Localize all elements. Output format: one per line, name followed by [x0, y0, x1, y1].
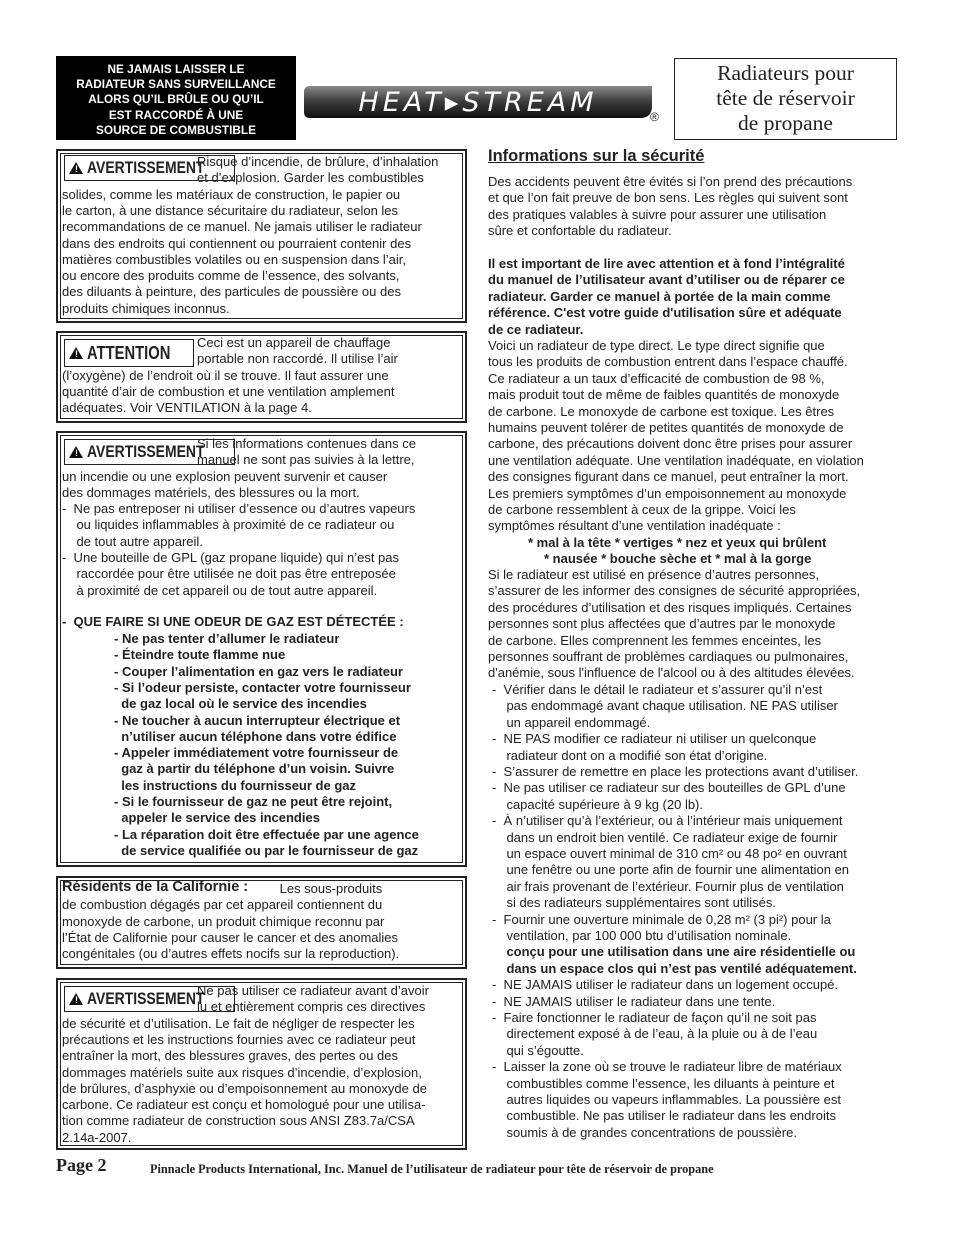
- text-line: Si les informations contenues dans ce: [197, 436, 416, 451]
- text-line: des pratiques valables à suivre pour assurer une utilisation: [488, 206, 827, 222]
- list-line: un appareil endommagé.: [492, 714, 651, 730]
- text-line: recommandations de ce manuel. Ne jamais utiliser le radiateur: [62, 219, 422, 235]
- text-line: adéquates. Voir VENTILATION à la page 4.: [62, 400, 312, 416]
- text-line: de combustion dégagés par cet appareil contiennent du: [62, 897, 383, 913]
- bullet-line: de tout autre appareil.: [62, 533, 203, 549]
- symptom-line: * mal à la tête * vertiges * nez et yeux qui brûlent: [528, 535, 827, 550]
- top-warning-line: NE JAMAIS LAISSER LE: [107, 62, 245, 76]
- top-warning-banner: [56, 56, 296, 140]
- text-line: tion comme radiateur de construction sous ANSI Z83.7a/CSA: [62, 1113, 415, 1129]
- gas-step-line: - La réparation doit être effectuée par une agence: [114, 826, 419, 842]
- top-warning-line: EST RACCORDÉ À UNE: [108, 107, 244, 122]
- bullet-line: - Une bouteille de GPL (gaz propane liquide) qui n’est pas: [62, 549, 400, 565]
- warning-box-fire: [56, 149, 467, 323]
- gas-step-line: - Éteindre toute flamme nue: [114, 647, 286, 663]
- list-line: - NE JAMAIS utiliser le radiateur dans un logement occupé.: [492, 977, 839, 993]
- text-line: Ce radiateur a un taux d’efficacité de combustion de 98 %,: [488, 370, 825, 386]
- text-line: tous les produits de combustion entrent dans l’espace chauffé.: [488, 354, 848, 370]
- text-line: référence. C'est votre guide d'utilisation sûre et adéquate: [488, 305, 842, 321]
- text-line: de carbone ressemblent à ceux de la grippe. Voici les: [488, 502, 796, 517]
- bullet-line: raccordée pour être utilisée ne doit pas être entreposée: [62, 566, 396, 582]
- badge-label: AVERTISSEMENT: [87, 441, 205, 461]
- text-line: matières combustibles volatiles ou en suspension dans l’air,: [62, 251, 406, 267]
- text-line: personnes sont plus affectées que d’autres par le monoxyde: [488, 616, 836, 632]
- text-line: 2.14a-2007.: [62, 1129, 132, 1145]
- page-number: Page 2: [56, 1155, 107, 1175]
- bullet-line: - Ne pas entreposer ni utiliser d’essence ou d’autres vapeurs: [62, 501, 416, 516]
- gas-step-line: - Couper l’alimentation en gaz vers le radiateur: [114, 663, 403, 679]
- list-line: dans un endroit bien ventilé. Ce radiateur exige de fournir: [492, 829, 838, 845]
- text-line: produits chimiques inconnus.: [62, 300, 230, 316]
- gas-step-line: gaz à partir du téléphone d’un voisin. Suivre: [114, 761, 395, 777]
- text-line: sûre et confortable du radiateur.: [488, 223, 672, 239]
- badge-label: ATTENTION: [87, 342, 171, 363]
- svg-text:HEAT▸STREAM: HEAT▸STREAM: [358, 87, 598, 118]
- list-line: - Ne pas utiliser ce radiateur sur des bouteilles de GPL d’une: [492, 780, 846, 796]
- text-line: des dommages matériels, des blessures ou la mort.: [62, 484, 360, 500]
- gas-step-line: les instructions du fournisseur de gaz: [114, 777, 356, 793]
- text-line: précautions et les instructions fournies avec ce radiateur peut: [62, 1031, 416, 1047]
- text-line: d'anémie, sous l'influence de l'alcool ou à des altitudes élevées.: [488, 665, 855, 681]
- text-line: et que l’on fait preuve de bon sens. Les règles qui suivent sont: [488, 190, 848, 206]
- text-line: entraîner la mort, des blessures graves, des pertes ou des: [62, 1048, 399, 1064]
- list-line: - Fournir une ouverture minimale de 0,28 m² (3 pi²) pour la: [492, 911, 831, 927]
- list-line: - Vérifier dans le détail le radiateur et s’assurer qu’il n’est: [492, 682, 823, 697]
- text-line: des procédures d’utilisation et des risques impliqués. Certaines: [488, 599, 852, 615]
- list-line: une fenêtre ou une porte afin de fournir une alimentation en: [492, 862, 850, 878]
- text-line: dommages matériels suite aux risques d’incendie, d’explosion,: [62, 1064, 422, 1080]
- badge-label: AVERTISSEMENT: [87, 157, 205, 177]
- text-line: solides, comme les matériaux de construction, le papier ou: [62, 186, 401, 202]
- title-line: tête de réservoir: [716, 86, 855, 110]
- text-line: personnes souffrant de problèmes cardiaques ou pulmonaires,: [488, 649, 849, 664]
- text-line: radiateur. Garder ce manuel à portée de la main comme: [488, 288, 831, 304]
- list-line: air frais provenant de l’extérieur. Fournir plus de ventilation: [492, 878, 844, 894]
- attention-badge: [64, 339, 194, 367]
- text-line: lu et entièrement compris ces directives: [197, 999, 426, 1015]
- text-line: ou encore des produits comme de l’essence, des solvants,: [62, 268, 400, 284]
- warning-box-gas-odor: [56, 431, 467, 867]
- attention-box-ventilation: [56, 331, 467, 423]
- text-line: Ne pas utiliser ce radiateur avant d’avoir: [197, 983, 429, 998]
- text-line: symptômes résultant d’une ventilation inadéquate :: [488, 518, 781, 534]
- top-warning-line: SOURCE DE COMBUSTIBLE: [96, 122, 256, 137]
- text-line: des diluants à peinture, des particules de poussière ou des: [62, 284, 401, 300]
- list-line: - S’assurer de remettre en place les protections avant d’utiliser.: [492, 764, 859, 779]
- text-line: de ce radiateur.: [488, 321, 584, 337]
- section-heading: Informations sur la sécurité: [488, 147, 705, 165]
- gas-step-line: n’utiliser aucun téléphone dans votre édifice: [114, 728, 397, 744]
- list-line: - Faire fonctionner le radiateur de façon qu’il ne soit pas: [492, 1010, 817, 1025]
- text-line: (l’oxygène) de l’endroit où il se trouve. Il faut assurer une: [62, 367, 389, 383]
- text-line: Voici un radiateur de type direct. Le type direct signifie que: [488, 338, 825, 353]
- list-line: combustible. Ne pas utiliser le radiateur dans les endroits: [492, 1108, 836, 1124]
- california-heading: Résidents de la Californie :: [62, 879, 249, 895]
- text-line: de sécurité et d’utilisation. Le fait de négliger de respecter les: [62, 1015, 415, 1031]
- warning-triangle-icon: !: [69, 347, 83, 359]
- list-line: un espace ouvert minimal de 310 cm² ou 48 po² en ouvrant: [492, 846, 847, 861]
- gas-step-line: - Appeler immédiatement votre fournisseur de: [114, 745, 399, 761]
- gas-step-line: - Si l’odeur persiste, contacter votre fournisseur: [114, 679, 411, 695]
- list-line: - NE PAS modifier ce radiateur ni utiliser un quelconque: [492, 731, 817, 747]
- text-line: carbone. Ce radiateur est conçu et homologué pour une utilisa-: [62, 1097, 426, 1113]
- list-line: qui s’égoutte.: [492, 1042, 584, 1058]
- text-line: l’État de Californie pour causer le cancer et des anomalies: [62, 929, 399, 945]
- gas-step-line: de gaz local où le service des incendies: [114, 696, 367, 712]
- warning-box-read-manual: [56, 978, 467, 1150]
- text-line: congénitales (ou d’autres effets nocifs sur la reproduction).: [62, 946, 400, 962]
- badge-label: AVERTISSEMENT: [87, 988, 205, 1008]
- list-line: directement exposé à de l’eau, à la pluie ou à de l’eau: [492, 1026, 818, 1042]
- list-line: capacité supérieure à 9 kg (20 lb).: [492, 796, 704, 812]
- warning-triangle-icon: !: [69, 446, 83, 458]
- heatstream-logo: [300, 78, 666, 126]
- text-line: humains peuvent tolérer de petites quantités de monoxyde de: [488, 420, 844, 435]
- text-line: portable non raccordé. Il utilise l’air: [197, 351, 398, 367]
- text-line: Il est important de lire avec attention et à fond l’intégralité: [488, 256, 845, 271]
- list-line: radiateur dont on a modifié son état d’origine.: [492, 747, 768, 763]
- text-line: Les premiers symptômes d’un empoisonnement au monoxyde: [488, 485, 847, 501]
- text-line: Ceci est un appareil de chauffage: [197, 335, 391, 350]
- list-line: pas endommagé avant chaque utilisation. NE PAS utiliser: [492, 698, 838, 714]
- list-line: - Laisser la zone où se trouve le radiateur libre de matériaux: [492, 1059, 842, 1075]
- list-line: ventilation, par 100 000 btu d’utilisation nominale.: [492, 928, 795, 943]
- text-line: dans des endroits qui contiennent ou pourraient contenir des: [62, 235, 412, 251]
- list-line: si des radiateurs supplémentaires sont utilisés.: [492, 895, 776, 911]
- text-line: de brûlures, d’asphyxie ou d’empoisonnement au monoxyde de: [62, 1080, 427, 1096]
- warning-triangle-icon: !: [69, 993, 83, 1005]
- gas-step-line: - Ne pas tenter d’allumer le radiateur: [114, 631, 340, 646]
- list-line: autres liquides ou vapeurs inflammables. La poussière est: [492, 1092, 842, 1107]
- symptom-line: * nausée * bouche sèche et * mal à la gorge: [544, 551, 812, 567]
- text-line: Risque d’incendie, de brûlure, d’inhalation: [197, 154, 439, 169]
- text-line: manuel ne sont pas suivies à la lettre,: [197, 452, 415, 468]
- california-notice-box: [56, 876, 467, 969]
- text-line: de carbone. Le monoxyde de carbone est toxique. Les êtres: [488, 403, 835, 419]
- text-line: quantité d’air de combustion et une ventilation amplement: [62, 383, 395, 399]
- page-footer: [56, 1155, 714, 1176]
- text-line: carbone, des précautions doivent donc être prises pour assurer: [488, 436, 853, 452]
- footer-text: Pinnacle Products International, Inc. Manuel de l’utilisateur de radiateur pour tête de réservoir de propane: [150, 1162, 714, 1176]
- gas-step-line: - Ne toucher à aucun interrupteur électrique et: [114, 712, 401, 728]
- gas-step-line: - Si le fournisseur de gaz ne peut être rejoint,: [114, 794, 393, 809]
- text-line: le carton, à une distance sécuritaire du radiateur, selon les: [62, 202, 399, 218]
- bullet-line: ou liquides inflammables à proximité de ce radiateur ou: [62, 517, 395, 533]
- text-line: un incendie ou une explosion peuvent survenir et causer: [62, 468, 388, 484]
- text-line: de carbone. Elles comprennent les femmes enceintes, les: [488, 632, 822, 648]
- top-warning-line: ALORS QU’IL BRÛLE OU QU’IL: [88, 92, 264, 107]
- list-line: - NE JAMAIS utiliser le radiateur dans une tente.: [492, 993, 776, 1009]
- text-line: mais produit tout de même de faibles quantités de monoxyde: [488, 387, 840, 403]
- title-line: Radiateurs pour: [717, 61, 854, 85]
- list-line: - À n’utiliser qu’à l’extérieur, ou à l’intérieur mais uniquement: [492, 813, 843, 829]
- top-warning-line: RADIATEUR SANS SURVEILLANCE: [76, 77, 276, 92]
- text-line: monoxyde de carbone, un produit chimique reconnu par: [62, 913, 385, 929]
- text-line: s’assurer de les informer des consignes de sécurité appropriées,: [488, 583, 861, 599]
- document-title: [674, 58, 897, 140]
- text-line: et d’explosion. Garder les combustibles: [197, 170, 424, 186]
- text-line: une ventilation adéquate. Une ventilation inadéquate, en violation: [488, 452, 864, 468]
- text-line: des consignes figurant dans ce manuel, peut entraîner la mort.: [488, 469, 849, 485]
- text-line: Si le radiateur est utilisé en présence d’autres personnes,: [488, 567, 819, 582]
- gas-step-line: de service qualifiée ou par le fournisseur de gaz: [114, 842, 419, 858]
- list-line: conçu pour une utilisation dans une aire résidentielle ou: [492, 944, 856, 960]
- gas-odor-heading: - QUE FAIRE SI UNE ODEUR DE GAZ EST DÉTECTÉE :: [62, 614, 404, 629]
- text-line: Les sous-produits: [276, 881, 383, 896]
- list-line: soumis à de grandes concentrations de poussière.: [492, 1124, 797, 1140]
- text-line: Des accidents peuvent être évités si l’on prend des précautions: [488, 174, 853, 189]
- text-line: du manuel de l’utilisateur avant d’utiliser ou de réparer ce: [488, 272, 845, 288]
- list-line: combustibles comme l’essence, les diluants à peinture et: [492, 1075, 835, 1091]
- title-line: de propane: [738, 111, 833, 135]
- list-line: dans un espace clos qui n’est pas ventilé adéquatement.: [492, 960, 857, 976]
- gas-step-line: appeler le service des incendies: [114, 810, 320, 826]
- warning-triangle-icon: !: [69, 162, 83, 174]
- bullet-line: à proximité de cet appareil ou de tout autre appareil.: [62, 582, 378, 598]
- registered-mark: ®: [650, 110, 659, 124]
